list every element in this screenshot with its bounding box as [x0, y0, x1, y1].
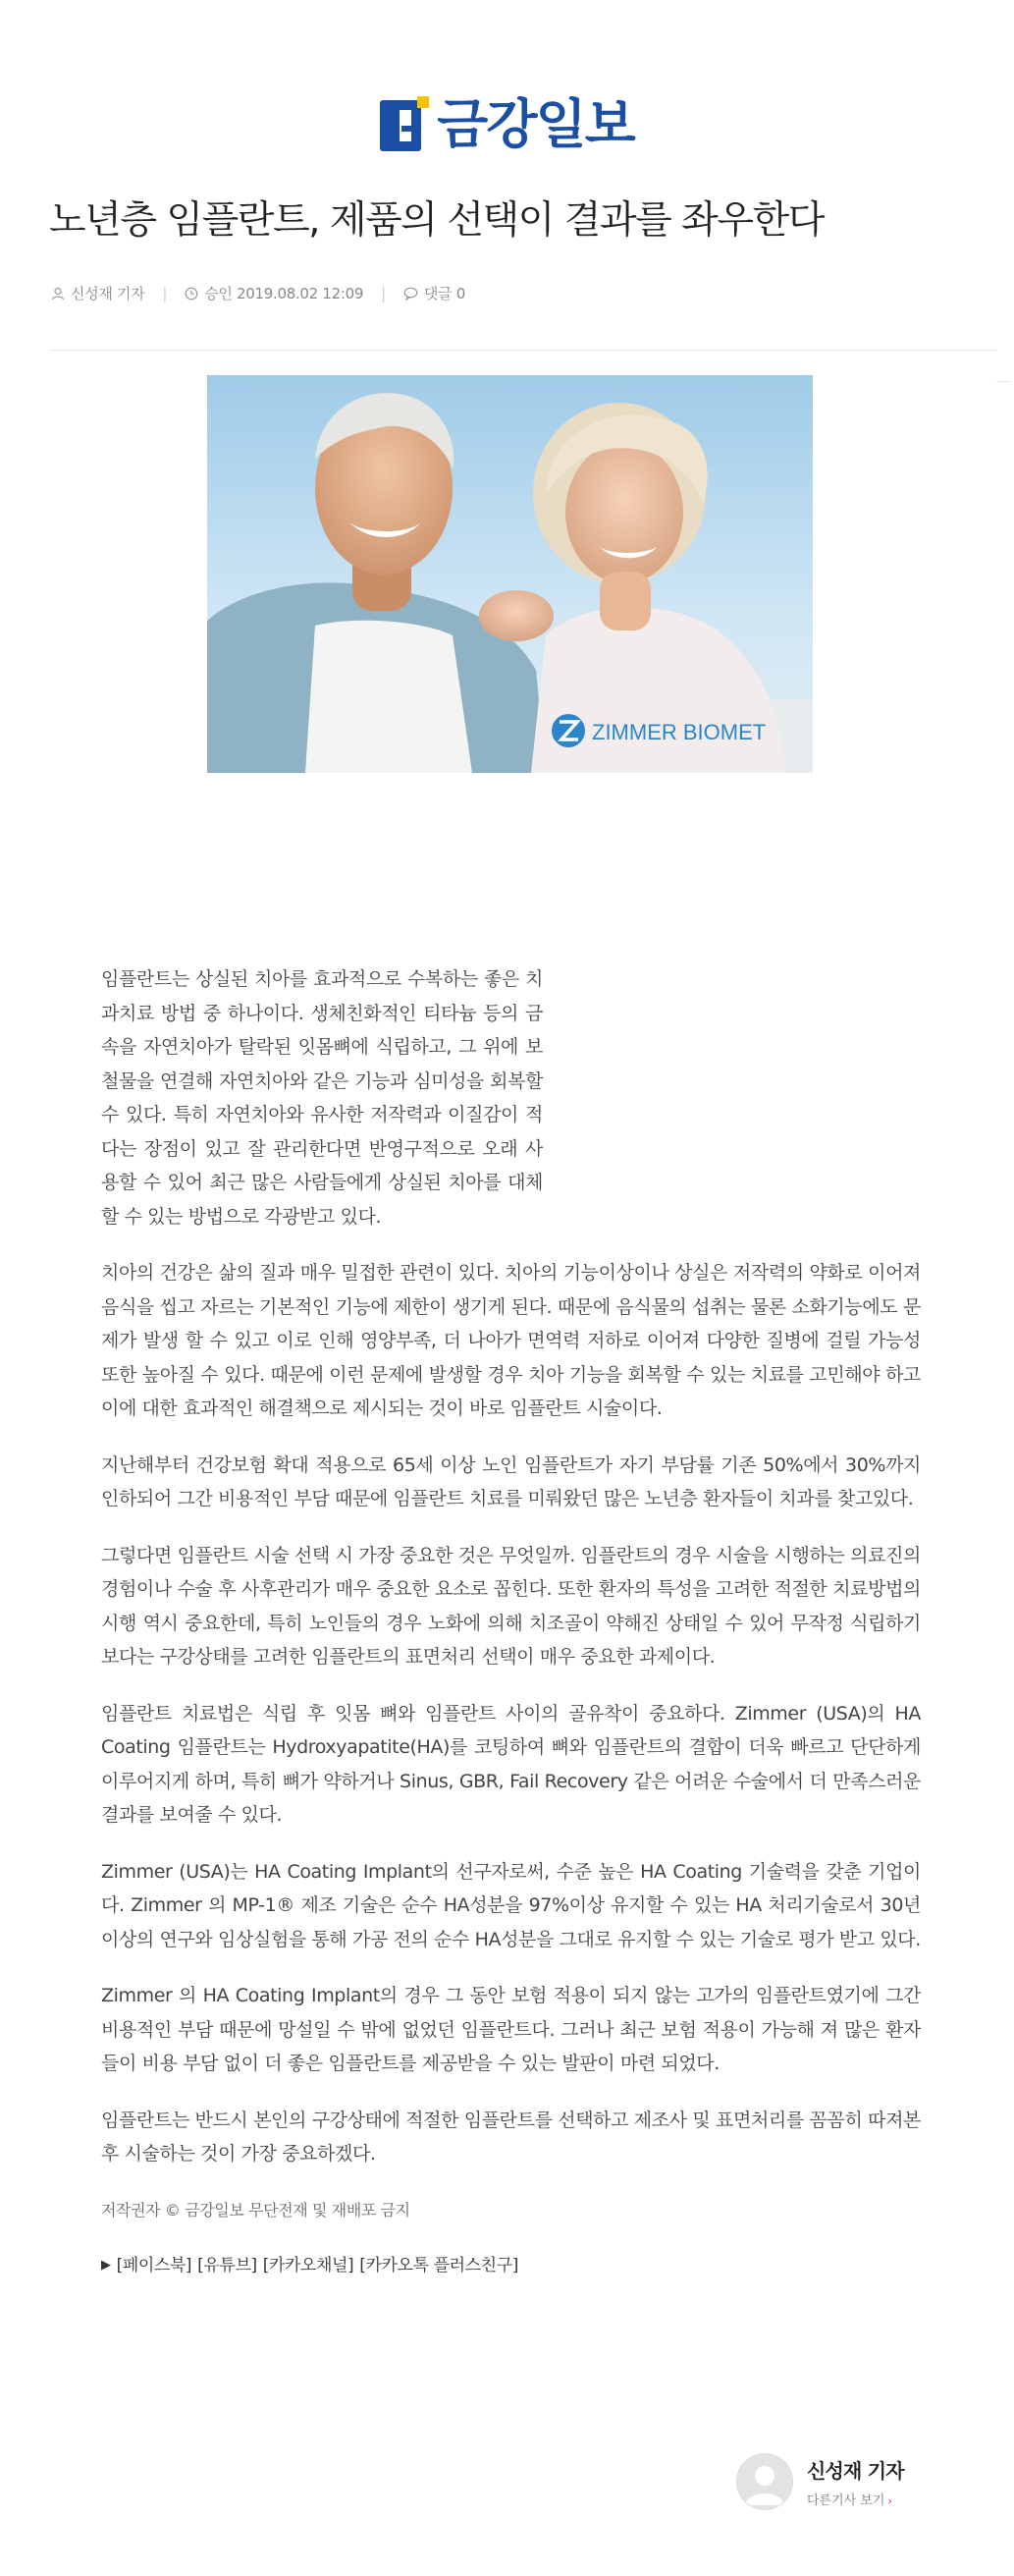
- article-paragraph: Zimmer 의 HA Coating Implant의 경우 그 동안 보험 적용이 되지 않는 고가의 임플란트였기에 그간 비용적인 부담 때문에 망설일 수 밖에 없었던 임플란트다. 그러나 최근 보험 적용이 가능해 져 많은 환자들이 비용 부담 없이 더 좋은 임플란트를 제공받을 수 있는 발판이 마련 되었다.: [101, 1985, 921, 2074]
- article-paragraph: 그렇다면 임플란트 시술 선택 시 가장 중요한 것은 무엇일까. 임플란트의 경우 시술을 시행하는 의료진의 경험이나 수술 후 사후관리가 매우 중요한 요소로 꼽힌다. 또한 환자의 특성을 고려한 적절한 치료방법의 시행 역시 중요한데, 특히 노인들의 경우 노화에 의해 치조골이 약해진 상태일 수 있어 무작정 식립하기 보다는 구강상태를 고려한 임플란트의 표면처리 선택이 매우 중요한 과제이다.: [101, 1544, 921, 1668]
- author-name[interactable]: 신성재 기자: [71, 285, 145, 302]
- chevron-right-icon: ›: [887, 2494, 892, 2507]
- approved-meta: [185, 283, 363, 303]
- clock-icon: [185, 287, 198, 301]
- avatar: [736, 2453, 793, 2510]
- social-link-kakaotalk-plus[interactable]: [카카오톡 플러스친구]: [359, 2256, 518, 2275]
- meta-divider: |: [162, 284, 168, 302]
- article-paragraph: 치아의 건강은 삶의 질과 매우 밀접한 관련이 있다. 치아의 기능이상이나 상실은 저작력의 약화로 이어져 음식을 씹고 자르는 기본적인 기능에 제한이 생기게 된다. 때문에 음식물의 섭취는 물론 소화기능에도 문제가 발생 할 수 있고 이로 인해 영양부족, 더 나아가 면역력 저하로 이어져 다양한 질병에 걸릴 가능성 또한 높아질 수 있다. 때문에 이런 문제에 발생할 경우 치아 기능을 회복할 수 있는 치료를 고민해야 하고 이에 대한 효과적인 해결책으로 제시되는 것이 바로 임플란트 시술이다.: [101, 1262, 921, 1419]
- header-divider: [51, 350, 996, 351]
- copyright-notice: 저작권자 © 금강일보 무단전재 및 재배포 금지: [101, 2200, 410, 2220]
- logo-mark-icon: [380, 96, 429, 153]
- comment-bubble-icon: [403, 287, 418, 301]
- comment-count[interactable]: 댓글 0: [423, 285, 465, 302]
- article-paragraph: 임플란트는 반드시 본인의 구강상태에 적절한 임플란트를 선택하고 제조사 및 표면처리를 꼼꼼히 따져본 후 시술하는 것이 가장 중요하겠다.: [101, 2109, 921, 2165]
- article-meta: [51, 283, 465, 303]
- social-link-kakao-channel[interactable]: [카카오채널]: [262, 2256, 354, 2275]
- more-articles-link[interactable]: [807, 2490, 904, 2508]
- article-body: [101, 962, 921, 2283]
- article-paragraph: 임플란트 치료법은 식립 후 잇몸 뼈와 임플란트 사이의 골유착이 중요하다. Zimmer (USA)의 HA Coating 임플란트는 Hydroxyapatite(HA)를 코팅하여 뼈와 임플란트의 결합이 더욱 빠르고 단단하게 이루어지게 하며, 특히 뼈가 약하거나 Sinus, GBR, Fail Recovery 같은 어려운 수술에서 더 만족스러운 결과를 보여줄 수 있다.: [101, 1702, 921, 1826]
- divider-tick: [996, 381, 1010, 382]
- article-paragraph: 임플란트는 상실된 치아를 효과적으로 수복하는 좋은 치과치료 방법 중 하나이다. 생체친화적인 티타늄 등의 금속을 자연치아가 탈락된 잇몸뼈에 식립하고, 그 위에 보철물을 연결해 자연치아와 같은 기능과 심미성을 회복할 수 있다. 특히 자연치아와 유사한 저작력과 이질감이 적다는 장점이 있고 잘 관리한다면 반영구적으로 오래 사용할 수 있어 최근 많은 사람들에게 상실된 치아를 대체할 수 있는 방법으로 각광받고 있다.: [101, 968, 543, 1228]
- meta-divider: |: [381, 284, 386, 302]
- social-link-facebook[interactable]: [페이스북]: [116, 2256, 192, 2275]
- logo-text: 금강일보: [437, 93, 634, 155]
- article-paragraph: 지난해부터 건강보험 확대 적용으로 65세 이상 노인 임플란트가 자기 부담률 기존 50%에서 30%까지 인하되어 그간 비용적인 부담 때문에 임플란트 치료를 미뤄왔던 많은 노년층 환자들이 치과를 찾고있다.: [101, 1453, 921, 1509]
- photo-logo-text: ZIMMER BIOMET: [592, 720, 767, 744]
- article-photo-illustration: [207, 375, 813, 773]
- article-headline: 노년층 임플란트, 제품의 선택이 결과를 좌우한다: [49, 198, 824, 243]
- article-paragraph: Zimmer (USA)는 HA Coating Implant의 선구자로써, 수준 높은 HA Coating 기술력을 갖춘 기업이다. Zimmer 의 MP-1® 제조 기술은 순수 HA성분을 97%이상 유지할 수 있는 HA 처리기술로서 30년 이상의 연구와 임상실험을 통해 가공 전의 순수 HA성분을 그대로 유지할 수 있는 기술로 평가 받고 있다.: [101, 1860, 921, 1950]
- reporter-name: 신성재 기자: [807, 2459, 904, 2483]
- social-links: [101, 2249, 921, 2283]
- play-arrow-icon: ▶: [101, 2258, 111, 2273]
- approved-date: 승인 2019.08.02 12:09: [204, 285, 364, 302]
- article-photo[interactable]: [207, 375, 813, 773]
- more-articles-label: 다른기사 보기: [807, 2494, 885, 2508]
- user-avatar-icon: [737, 2454, 792, 2509]
- social-link-youtube[interactable]: [유튜브]: [197, 2256, 257, 2275]
- comments-meta[interactable]: [403, 283, 465, 303]
- reporter-box: [736, 2453, 904, 2510]
- user-icon: [51, 287, 65, 301]
- author-meta: [51, 283, 144, 303]
- masthead-logo[interactable]: [0, 90, 1014, 159]
